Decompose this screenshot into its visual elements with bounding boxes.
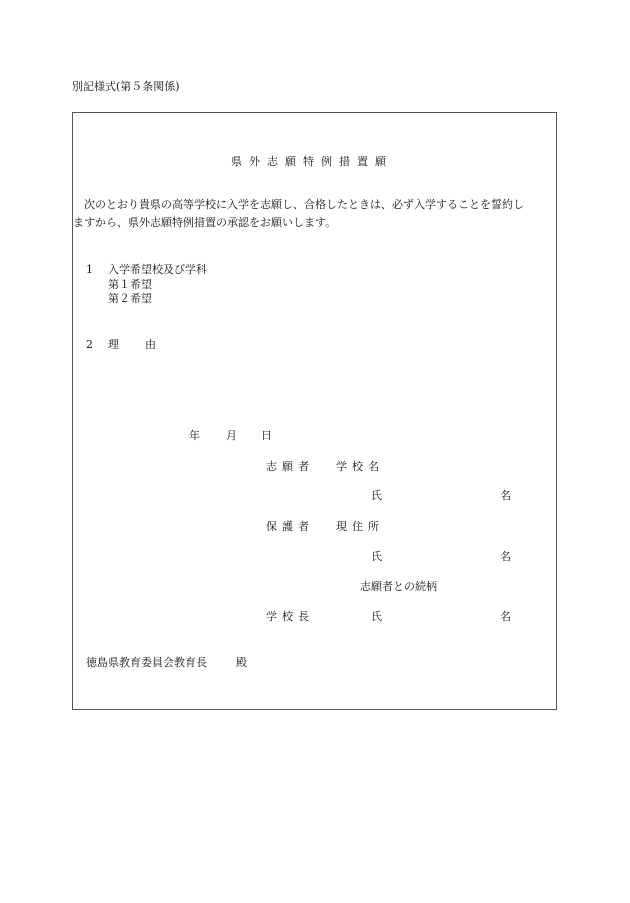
- date-day-label: 日: [261, 429, 272, 442]
- applicant-school-label: 学校名: [336, 460, 384, 473]
- first-choice-label: 第１希望: [108, 278, 152, 291]
- form-reference: 別記様式(第５条関係): [72, 80, 180, 93]
- section-1-heading: 入学希望校及び学科: [108, 263, 207, 276]
- form-title: 県外志願特例措置願: [231, 155, 393, 168]
- addressee-recipient: 徳島県教育委員会教育長: [86, 656, 207, 669]
- section-2-heading: 理: [108, 338, 119, 351]
- second-choice-label: 第２希望: [108, 292, 152, 305]
- principal-role: 学校長: [266, 610, 314, 623]
- applicant-name-label-1: 氏: [371, 489, 382, 502]
- date-year-label: 年: [189, 429, 200, 442]
- section-2-number: 2: [86, 338, 93, 351]
- principal-name-label-1: 氏: [371, 610, 382, 623]
- date-month-label: 月: [226, 429, 237, 442]
- guardian-address-label: 現住所: [336, 520, 384, 533]
- guardian-name-label-1: 氏: [371, 550, 382, 563]
- intro-line-1: 次のとおり貴県の高等学校に入学を志願し、合格したときは、必ず入学することを誓約し: [84, 198, 524, 211]
- guardian-name-label-2: 名: [500, 550, 511, 563]
- addressee-honorific: 殿: [236, 656, 247, 669]
- guardian-role: 保護者: [266, 520, 314, 533]
- section-1-number: 1: [86, 263, 93, 276]
- section-2-heading-tail: 由: [145, 338, 156, 351]
- guardian-relation-label: 志願者との続柄: [360, 580, 437, 593]
- applicant-name-label-2: 名: [500, 489, 511, 502]
- principal-name-label-2: 名: [500, 610, 511, 623]
- applicant-role: 志願者: [266, 460, 314, 473]
- intro-line-2: ますから、県外志願特例措置の承認をお願いします。: [73, 216, 337, 229]
